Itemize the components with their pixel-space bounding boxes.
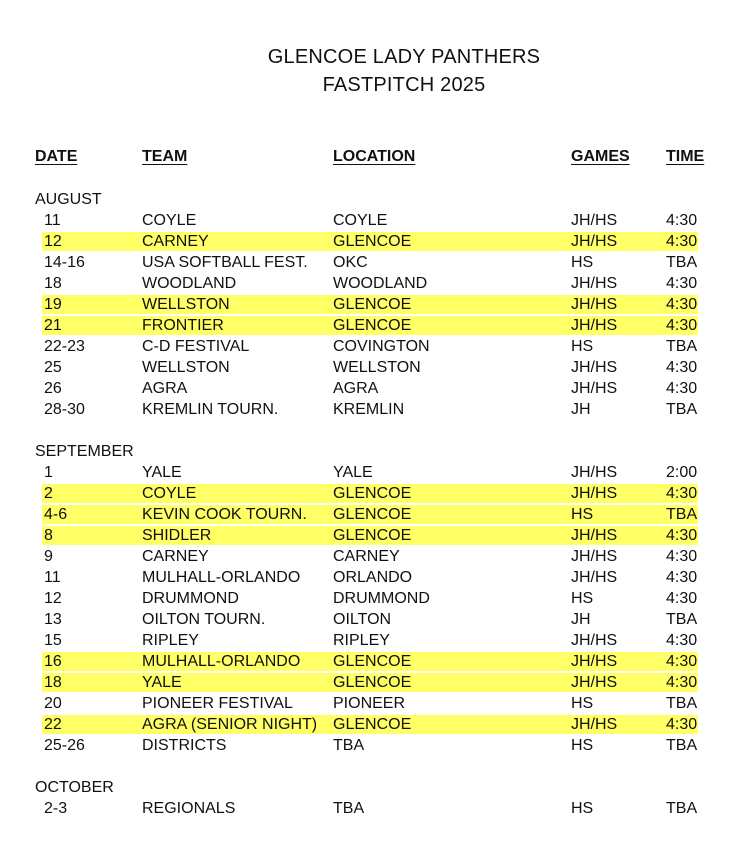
table-row-home-game bbox=[42, 232, 698, 251]
cell-games: JH/HS bbox=[571, 212, 618, 229]
cell-location: COYLE bbox=[333, 212, 388, 229]
cell-date: 19 bbox=[44, 296, 62, 313]
month-label-september: SEPTEMBER bbox=[35, 443, 134, 460]
cell-games: JH/HS bbox=[571, 464, 618, 481]
cell-team: YALE bbox=[142, 464, 182, 481]
cell-time: 4:30 bbox=[666, 317, 698, 334]
cell-time: 4:30 bbox=[666, 548, 698, 565]
cell-location: OILTON bbox=[333, 611, 392, 628]
cell-location: CARNEY bbox=[333, 548, 400, 565]
cell-games: JH/HS bbox=[571, 527, 618, 544]
cell-time: 4:30 bbox=[666, 296, 698, 313]
table-row bbox=[42, 400, 698, 419]
cell-games: JH/HS bbox=[571, 674, 618, 691]
cell-time: 4:30 bbox=[666, 653, 698, 670]
cell-date: 2 bbox=[44, 485, 53, 502]
cell-games: JH/HS bbox=[571, 569, 618, 586]
cell-team: C-D FESTIVAL bbox=[142, 338, 250, 355]
cell-location: DRUMMOND bbox=[333, 590, 430, 607]
cell-time: 4:30 bbox=[666, 569, 698, 586]
cell-location: COVINGTON bbox=[333, 338, 430, 355]
cell-team: CARNEY bbox=[142, 233, 209, 250]
cell-team: WELLSTON bbox=[142, 296, 230, 313]
cell-location: GLENCOE bbox=[333, 506, 412, 523]
cell-games: JH/HS bbox=[571, 653, 618, 670]
cell-time: 4:30 bbox=[666, 485, 698, 502]
cell-location: OKC bbox=[333, 254, 368, 271]
cell-games: HS bbox=[571, 254, 594, 271]
cell-date: 25-26 bbox=[44, 737, 85, 754]
cell-games: JH/HS bbox=[571, 296, 618, 313]
cell-games: JH/HS bbox=[571, 359, 618, 376]
cell-date: 28-30 bbox=[44, 401, 85, 418]
cell-location: GLENCOE bbox=[333, 674, 412, 691]
cell-team: WELLSTON bbox=[142, 359, 230, 376]
cell-location: ORLANDO bbox=[333, 569, 413, 586]
cell-games: JH/HS bbox=[571, 716, 618, 733]
cell-team: RIPLEY bbox=[142, 632, 199, 649]
cell-location: YALE bbox=[333, 464, 373, 481]
cell-team: CARNEY bbox=[142, 548, 209, 565]
table-row bbox=[42, 736, 698, 755]
table-row-home-game bbox=[42, 316, 698, 335]
cell-games: HS bbox=[571, 800, 594, 817]
cell-date: 21 bbox=[44, 317, 62, 334]
cell-team: COYLE bbox=[142, 212, 197, 229]
header-games: GAMES bbox=[571, 148, 630, 165]
cell-games: JH bbox=[571, 401, 591, 418]
cell-team: MULHALL-ORLANDO bbox=[142, 569, 301, 586]
cell-games: JH/HS bbox=[571, 548, 618, 565]
cell-games: JH bbox=[571, 611, 591, 628]
cell-date: 14-16 bbox=[44, 254, 85, 271]
cell-team: DISTRICTS bbox=[142, 737, 227, 754]
cell-team: REGIONALS bbox=[142, 800, 236, 817]
cell-date: 8 bbox=[44, 527, 53, 544]
cell-time: TBA bbox=[666, 695, 698, 712]
cell-time: 4:30 bbox=[666, 212, 698, 229]
table-row bbox=[42, 631, 698, 650]
cell-games: JH/HS bbox=[571, 485, 618, 502]
cell-time: TBA bbox=[666, 254, 698, 271]
cell-games: HS bbox=[571, 695, 594, 712]
cell-date: 1 bbox=[44, 464, 53, 481]
cell-location: GLENCOE bbox=[333, 653, 412, 670]
cell-team: KEVIN COOK TOURN. bbox=[142, 506, 307, 523]
cell-games: JH/HS bbox=[571, 275, 618, 292]
cell-location: GLENCOE bbox=[333, 716, 412, 733]
cell-time: 4:30 bbox=[666, 716, 698, 733]
header-date: DATE bbox=[35, 148, 78, 165]
cell-location: GLENCOE bbox=[333, 527, 412, 544]
cell-games: JH/HS bbox=[571, 317, 618, 334]
cell-date: 11 bbox=[44, 569, 61, 586]
cell-date: 9 bbox=[44, 548, 53, 565]
cell-date: 25 bbox=[44, 359, 62, 376]
cell-team: KREMLIN TOURN. bbox=[142, 401, 279, 418]
cell-team: COYLE bbox=[142, 485, 197, 502]
cell-time: TBA bbox=[666, 338, 698, 355]
cell-time: 2:00 bbox=[666, 464, 698, 481]
cell-time: 4:30 bbox=[666, 632, 698, 649]
table-row-home-game bbox=[42, 484, 698, 503]
cell-date: 12 bbox=[44, 590, 62, 607]
table-row-home-game bbox=[42, 652, 698, 671]
cell-games: JH/HS bbox=[571, 380, 618, 397]
cell-team: FRONTIER bbox=[142, 317, 224, 334]
cell-games: HS bbox=[571, 506, 594, 523]
cell-games: HS bbox=[571, 338, 594, 355]
cell-team: DRUMMOND bbox=[142, 590, 239, 607]
table-row bbox=[42, 274, 698, 293]
cell-team: MULHALL-ORLANDO bbox=[142, 653, 301, 670]
table-row-home-game bbox=[42, 505, 698, 524]
cell-team: PIONEER FESTIVAL bbox=[142, 695, 293, 712]
cell-time: 4:30 bbox=[666, 359, 698, 376]
table-row-home-game bbox=[42, 673, 698, 692]
cell-date: 18 bbox=[44, 275, 62, 292]
cell-time: 4:30 bbox=[666, 275, 698, 292]
cell-location: AGRA bbox=[333, 380, 379, 397]
cell-time: 4:30 bbox=[666, 527, 698, 544]
table-row bbox=[42, 337, 698, 356]
cell-date: 15 bbox=[44, 632, 62, 649]
cell-team: WOODLAND bbox=[142, 275, 237, 292]
table-row bbox=[42, 799, 698, 818]
cell-location: TBA bbox=[333, 800, 365, 817]
table-row bbox=[42, 610, 698, 629]
cell-date: 18 bbox=[44, 674, 62, 691]
table-row bbox=[42, 253, 698, 272]
cell-date: 12 bbox=[44, 233, 62, 250]
cell-date: 2-3 bbox=[44, 800, 68, 817]
cell-date: 22 bbox=[44, 716, 62, 733]
table-row-home-game bbox=[42, 295, 698, 314]
cell-games: HS bbox=[571, 737, 594, 754]
cell-location: WOODLAND bbox=[333, 275, 428, 292]
cell-time: TBA bbox=[666, 506, 698, 523]
cell-games: JH/HS bbox=[571, 632, 618, 649]
cell-team: OILTON TOURN. bbox=[142, 611, 266, 628]
cell-location: GLENCOE bbox=[333, 485, 412, 502]
table-row bbox=[42, 547, 698, 566]
cell-team: YALE bbox=[142, 674, 182, 691]
page-title: GLENCOE LADY PANTHERS bbox=[267, 46, 541, 68]
table-row bbox=[42, 463, 698, 482]
cell-date: 16 bbox=[44, 653, 62, 670]
cell-games: HS bbox=[571, 590, 594, 607]
cell-team: USA SOFTBALL FEST. bbox=[142, 254, 308, 271]
cell-time: 4:30 bbox=[666, 380, 698, 397]
cell-time: TBA bbox=[666, 401, 698, 418]
cell-games: JH/HS bbox=[571, 233, 618, 250]
cell-time: TBA bbox=[666, 737, 698, 754]
header-team: TEAM bbox=[142, 148, 188, 165]
cell-date: 26 bbox=[44, 380, 62, 397]
table-row-home-game bbox=[42, 526, 698, 545]
page-subtitle: FASTPITCH 2025 bbox=[322, 74, 486, 96]
cell-date: 11 bbox=[44, 212, 61, 229]
header-time: TIME bbox=[666, 148, 705, 165]
header-location: LOCATION bbox=[333, 148, 416, 165]
cell-location: TBA bbox=[333, 737, 365, 754]
cell-location: RIPLEY bbox=[333, 632, 390, 649]
table-row bbox=[42, 589, 698, 608]
cell-location: WELLSTON bbox=[333, 359, 421, 376]
cell-location: GLENCOE bbox=[333, 233, 412, 250]
cell-date: 4-6 bbox=[44, 506, 68, 523]
month-label-october: OCTOBER bbox=[35, 779, 114, 796]
cell-location: GLENCOE bbox=[333, 317, 412, 334]
cell-time: TBA bbox=[666, 611, 698, 628]
cell-time: TBA bbox=[666, 800, 698, 817]
cell-team: AGRA bbox=[142, 380, 188, 397]
cell-location: GLENCOE bbox=[333, 296, 412, 313]
month-label-august: AUGUST bbox=[35, 191, 102, 208]
cell-location: PIONEER bbox=[333, 695, 406, 712]
cell-date: 22-23 bbox=[44, 338, 85, 355]
cell-date: 20 bbox=[44, 695, 62, 712]
cell-team: SHIDLER bbox=[142, 527, 212, 544]
cell-location: KREMLIN bbox=[333, 401, 405, 418]
cell-time: 4:30 bbox=[666, 233, 698, 250]
table-row bbox=[42, 568, 698, 587]
cell-time: 4:30 bbox=[666, 674, 698, 691]
table-row bbox=[42, 358, 698, 377]
cell-date: 13 bbox=[44, 611, 62, 628]
table-row bbox=[42, 694, 698, 713]
cell-time: 4:30 bbox=[666, 590, 698, 607]
table-row bbox=[42, 211, 698, 230]
table-row-home-game bbox=[42, 715, 698, 734]
table-row bbox=[42, 379, 698, 398]
cell-team: AGRA (SENIOR NIGHT) bbox=[142, 716, 318, 733]
